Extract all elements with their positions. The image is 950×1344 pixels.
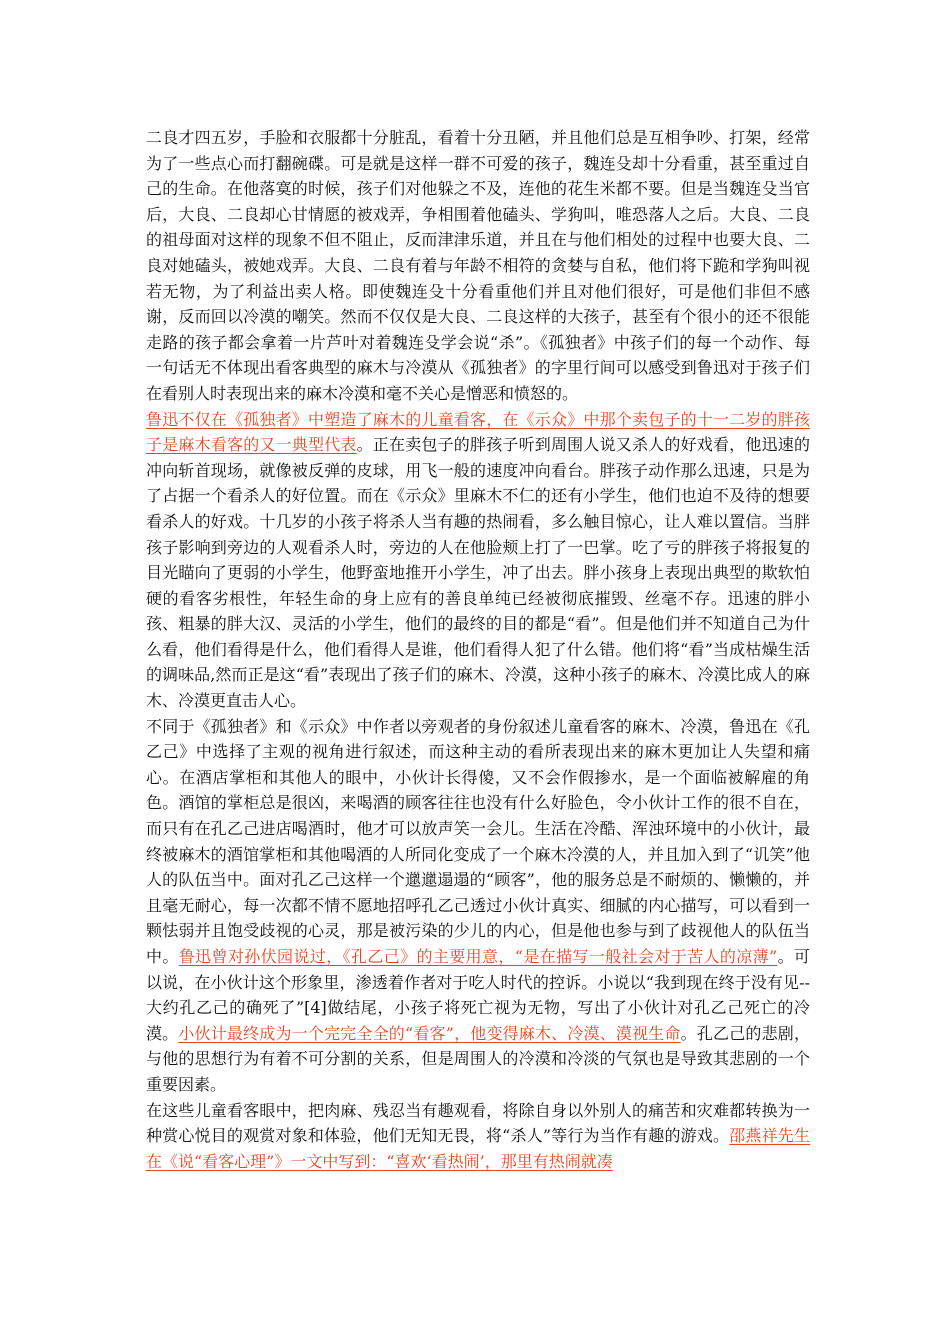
highlighted-quote: 邵燕祥先生在《说“看客心理”》一文中写到：“喜欢‘看热闹’，那里有热闹就凑 [146,1126,810,1171]
highlighted-quote: 小伙计最终成为一个完完全全的“看客”，他变得麻木、冷漠、漠视生命 [178,1023,681,1043]
body-text: 不同于《孤独者》和《示众》中作者以旁观者的身份叙述儿童看客的麻木、冷漠，鲁迅在《孔乙己》中选择了主观的视角进行叙述，而这种主动的看所表现出来的麻木更加让人失望和痛心。在酒店掌柜和其他人的眼中，小伙计长得傻，又不会作假掺水，是一个面临被解雇的角色。酒馆的掌柜总是很凶，来喝酒的顾客往往也没有什么好脸色，令小伙计工作的很不自在，而只有在孔乙己进店喝酒时，他才可以放声笑一会儿。生活在冷酷、浑浊环境中的小伙计，最终被麻木的酒馆掌柜和其他喝酒的人所同化变成了一个麻木冷漠的人，并且加入到了“讥笑”他人的队伍当中。面对孔乙己这样一个邋邋遢遢的“顾客”，他的服务总是不耐烦的、懒懒的，并且毫无耐心，每一次都不情不愿地招呼孔乙己透过小伙计真实、细腻的内心描写，可以看到一颗怯弱并且饱受歧视的心灵，那是被污染的少儿的内心，但是他也参与到了歧视他人的队伍当中。 [146,716,810,966]
paragraph-3 [146,714,810,1098]
body-text: 。正在卖包子的胖孩子听到周围人说又杀人的好戏看，他迅速的冲向斩首现场，就像被反弹的皮球，用飞一般的速度冲向看台。胖孩子动作那么迅速，只是为了占据一个看杀人的好位置。而在《示众》里麻木不仁的还有小学生，他们也迫不及待的想要看杀人的好戏。十几岁的小孩子将杀人当有趣的热闹看，多么触目惊心，让人难以置信。当胖孩子影响到旁边的人观看杀人时，旁边的人在他脸颊上打了一巴掌。吃了亏的胖孩子将报复的目光瞄向了更弱的小学生，他野蛮地推开小学生，冲了出去。胖小孩身上表现出典型的欺软怕硬的看客劣根性，年轻生命的身上应有的善良单纯已经被彻底摧毁、丝毫不存。迅速的胖小孩、粗暴的胖大汉、灵活的小学生，他们的最终的目的都是“看”。但是他们并不知道自己为什么看，他们看得是什么，他们看得人是谁，他们看得人犯了什么错。他们将“看”当成枯燥生活的调味品,然而正是这“看”表现出了孩子们的麻木、冷漠，这种小孩子的麻木、冷漠比成人的麻木、冷漠更直击人心。 [146,435,810,711]
body-text: 。可以说，在小伙计这个形象里，渗透着作者对于吃人时代的控诉。小说以“我到现在终于没有见--大约孔乙己的确死了”[4]做结尾，小孩子将死亡视为无物，写出了小伙计对孔乙己死亡的冷漠。 [146,947,810,1043]
paragraph-4 [146,1098,810,1175]
highlighted-quote: 鲁迅不仅在《孤独者》中塑造了麻木的儿童看客，在《示众》中那个卖包子的十一二岁的胖孩子是麻木看客的又一典型代表 [146,409,810,455]
body-text: 在这些儿童看客眼中，把肉麻、残忍当有趣观看，将除自身以外别人的痛苦和灾难都转换为一种赏心悦目的观赏对象和体验，他们无知无畏，将“杀人”等行为当作有趣的游戏。 [146,1100,810,1146]
highlighted-quote: 鲁迅曾对孙伏园说过，《孔乙己》的主要用意，“是在描写一般社会对于苦人的凉薄” [178,947,778,966]
paragraph-2 [146,407,810,714]
paragraph-1 [146,125,810,407]
body-text: 。孔乙己的悲剧，与他的思想行为有着不可分割的关系，但是周围人的冷漠和冷淡的气氛也是导致其悲剧的一个重要因素。 [146,1023,810,1094]
document-body [146,125,810,1174]
body-text: 二良才四五岁，手脸和衣服都十分脏乱，看着十分丑陋，并且他们总是互相争吵、打架，经常为了一些点心而打翻碗碟。可是就是这样一群不可爱的孩子，魏连殳却十分看重，甚至重过自己的生命。在他落寞的时候，孩子们对他躲之不及，连他的花生米都不要。但是当魏连殳当官后，大良、二良却心甘情愿的被戏弄，争相围着他磕头、学狗叫，唯恐落人之后。大良、二良的祖母面对这样的现象不但不阻止，反而津津乐道，并且在与他们相处的过程中也要大良、二良对她磕头，被她戏弄。大良、二良有着与年龄不相符的贪婪与自私，他们将下跪和学狗叫视若无物，为了利益出卖人格。即使魏连殳十分看重他们并且对他们很好，可是他们非但不感谢，反而回以冷漠的嘲笑。然而不仅仅是大良、二良这样的大孩子，甚至有个很小的还不很能走路的孩子都会拿着一片芦叶对着魏连殳学会说“杀”。《孤独者》中孩子们的每一个动作、每一句话无不体现出看客典型的麻木与冷漠从《孤独者》的字里行间可以感受到鲁迅对于孩子们在看别人时表现出来的麻木冷漠和毫不关心是憎恶和愤怒的。 [146,128,810,403]
